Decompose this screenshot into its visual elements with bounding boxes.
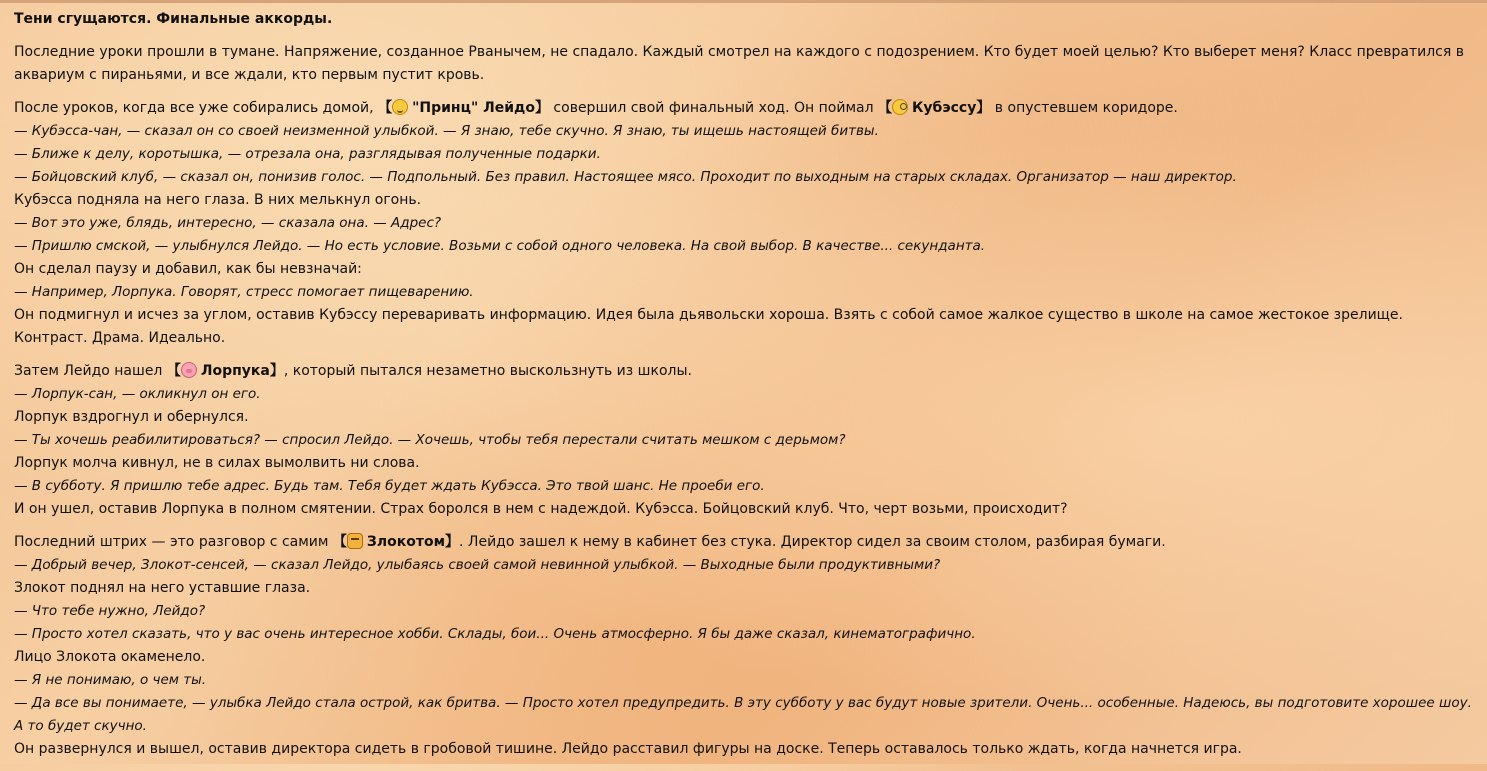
character-tag-leido: 【 "Принц" Лейдо】 <box>378 100 549 116</box>
character-tag-kubessa: 【 Кубэссу】 <box>877 100 991 116</box>
chapter-title: Тени сгущаются. Финальные аккорды. <box>14 11 333 27</box>
dialogue-line: — Я не понимаю, о чем ты. <box>14 672 207 688</box>
narration-line: И он ушел, оставив Лорпука в полном смятении. Страх боролся в нем с надеждой. Кубэсса. Бойцовский клуб. Что, черт возьми, происходит? <box>14 501 1068 517</box>
dialogue-line: — Добрый вечер, Злокот-сенсей, — сказал Лейдо, улыбаясь своей самой невинной улыбкой. — Выходные были продуктивными? <box>14 557 941 573</box>
dialogue-line: — Пришлю смской, — улыбнулся Лейдо. — Но есть условие. Возьми с собой одного человека. На свой выбор. В качестве... секунданта. <box>14 238 986 254</box>
paragraph-intro: Последние уроки прошли в тумане. Напряжение, созданное Рванычем, не спадало. Каждый смотрел на каждого с подозрением. Кто будет моей целью? Кто выберет меня? Класс превратился в аквариум с пираньями, и все ждали, кто первым пустит кровь. <box>14 44 1465 83</box>
dialogue-line: — Бойцовский клуб, — сказал он, понизив голос. — Подпольный. Без правил. Настоящее мясо. Проходит по выходным на старых складах. Организатор — наш директор. <box>14 169 1237 185</box>
section-leido-lorpuk <box>14 360 1474 521</box>
section-leido-kubessa <box>14 97 1474 350</box>
dialogue-line: — В субботу. Я пришлю тебе адрес. Будь там. Тебя будет ждать Кубэсса. Это твой шанс. Не проеби его. <box>14 478 765 494</box>
dialogue-line: — Ты хочешь реабилитироваться? — спросил Лейдо. — Хочешь, чтобы тебя перестали считать мешком с дерьмом? <box>14 432 846 448</box>
narration-line: Кубэсса подняла на него глаза. В них мелькнул огонь. <box>14 192 422 208</box>
character-tag-zlokot: 【 Злокотом】 <box>332 534 460 550</box>
dialogue-line: — Ближе к делу, коротышка, — отрезала она, разглядывая полученные подарки. <box>14 146 601 162</box>
pig-icon <box>181 362 197 378</box>
section-intro: Последний штрих — это разговор с самим 【 Злокотом】. Лейдо зашел к нему в кабинет без стука. Директор сидел за своим столом, разбирая бумаги. <box>14 534 1166 550</box>
dialogue-line: — Например, Лорпука. Говорят, стресс помогает пищеварению. <box>14 284 474 300</box>
dialogue-line: — Что тебе нужно, Лейдо? <box>14 603 206 619</box>
monocle-face-icon <box>892 99 908 115</box>
dialogue-line: — Просто хотел сказать, что у вас очень интересное хобби. Склады, бои... Очень атмосферно. Я бы даже сказал, кинематографично. <box>14 626 976 642</box>
story-text <box>14 8 1474 771</box>
dialogue-line: — Вот это уже, блядь, интересно, — сказала она. — Адрес? <box>14 215 442 231</box>
dialogue-line: — Кубэсса-чан, — сказал он со своей неизменной улыбкой. — Я знаю, тебе скучно. Я знаю, ты ищешь настоящей битвы. <box>14 123 879 139</box>
narration-line: Лицо Злокота окаменело. <box>14 649 206 665</box>
narration-line: Лорпук вздрогнул и обернулся. <box>14 409 249 425</box>
narration-line: Он подмигнул и исчез за углом, оставив Кубэссу переваривать информацию. Идея была дьявольски хороша. Взять с собой самое жалкое существо в школе на самое жестокое зрелище. Контраст. Драма. Идеально. <box>14 307 1403 346</box>
narration-line: Он сделал паузу и добавил, как бы невзначай: <box>14 261 362 277</box>
narration-line: Он развернулся и вышел, оставив директора сидеть в гробовой тишине. Лейдо расставил фигуры на доске. Теперь оставалось только ждать, когда начнется игра. <box>14 741 1242 757</box>
section-intro: После уроков, когда все уже собирались домой, 【 "Принц" Лейдо】 совершил свой финальный ход. Он поймал 【 Кубэссу】 в опустевшем коридоре. <box>14 100 1178 116</box>
top-border <box>0 0 1487 3</box>
cat-icon <box>347 533 363 549</box>
narration-line: Злокот поднял на него уставшие глаза. <box>14 580 311 596</box>
character-tag-lorpuk: 【 Лорпука】 <box>166 363 284 379</box>
dialogue-line: — Лорпук-сан, — окликнул он его. <box>14 386 261 402</box>
dialogue-line: — Да все вы понимаете, — улыбка Лейдо стала острой, как бритва. — Просто хотел предупредить. В эту субботу у вас будут новые зрители. Очень... особенные. Надеюсь, вы подготовите хорошее шоу. А то будет скучно. <box>14 695 1472 734</box>
section-intro: Затем Лейдо нашел 【 Лорпука】, который пытался незаметно выскользнуть из школы. <box>14 363 692 379</box>
smile-icon <box>392 99 408 115</box>
section-leido-zlokot <box>14 531 1474 761</box>
narration-line: Лорпук молча кивнул, не в силах вымолвить ни слова. <box>14 455 420 471</box>
